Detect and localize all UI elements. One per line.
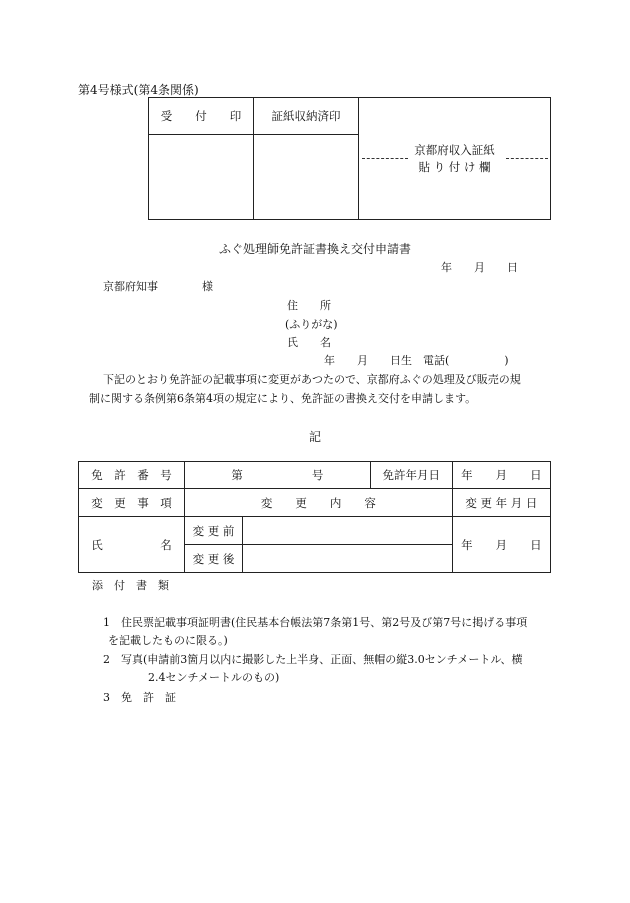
name-label: 氏 名 [287,336,331,349]
attachments-heading: 添 付 書 類 [92,579,169,592]
addressee: 京都府知事 様 [103,280,213,293]
attachment-item2-line2: 2.4センチメートルのもの) [148,671,280,684]
change-date-value: 年 月 日 [452,517,550,573]
revenue-stamp-cell [254,135,359,220]
attachment-item2-line1: 2 写真(申請前3箇月以内に撮影した上半身、正面、無帽の縦3.0センチメートル、横 [103,653,523,666]
body-text-line1: 下記のとおり免許証の記載事項に変更があつたので、京都府ふぐの処理及び販売の規 [103,373,521,386]
stamp-area-line2: 貼 り 付 け 欄 [418,159,491,174]
license-date-label: 免許年月日 [370,462,452,489]
license-date-value: 年 月 日 [452,462,550,489]
birth-phone-line: 年 月 日生 電話( ) [324,354,509,367]
stamp-box [148,97,551,220]
attachment-item3: 3 免 許 証 [103,691,176,704]
receipt-stamp-label: 受 付 印 [149,98,254,135]
change-content-label: 変 更 内 容 [185,489,453,517]
before-label: 変 更 前 [185,517,243,545]
revenue-stamp-label: 証紙収納済印 [254,98,359,135]
furigana-label: (ふりがな) [285,318,338,331]
before-value-cell [243,517,453,545]
change-table [78,461,551,573]
attachment-item1-line2: を記載したものに限る。) [108,634,228,647]
application-date: 年 月 日 [441,261,518,274]
receipt-stamp-cell [149,135,254,220]
address-label: 住 所 [287,299,331,312]
stamp-area-line1: 京都府収入証紙 [414,142,495,157]
change-date-label: 変 更 年 月 日 [452,489,550,517]
body-text-line2: 制に関する条例第6条第4項の規定により、免許証の書換え交付を申請します。 [89,392,477,405]
dashed-guide-left [362,158,408,159]
after-label: 変 更 後 [185,545,243,573]
name-row-label: 氏 名 [79,517,185,573]
dashed-guide-right [506,158,548,159]
after-value-cell [243,545,453,573]
attachment-item1-line1: 1 住民票記載事項証明書(住民基本台帳法第7条第1号、第2号及び第7号に掲げる事項 [103,616,528,629]
page-title: ふぐ処理師免許証書換え交付申請書 [219,242,412,256]
form-number: 第4号様式(第4条関係) [78,83,199,97]
ki-heading: 記 [309,430,322,444]
license-number-value: 第 号 [185,462,371,489]
change-item-label: 変 更 事 項 [79,489,185,517]
license-number-label: 免 許 番 号 [79,462,185,489]
